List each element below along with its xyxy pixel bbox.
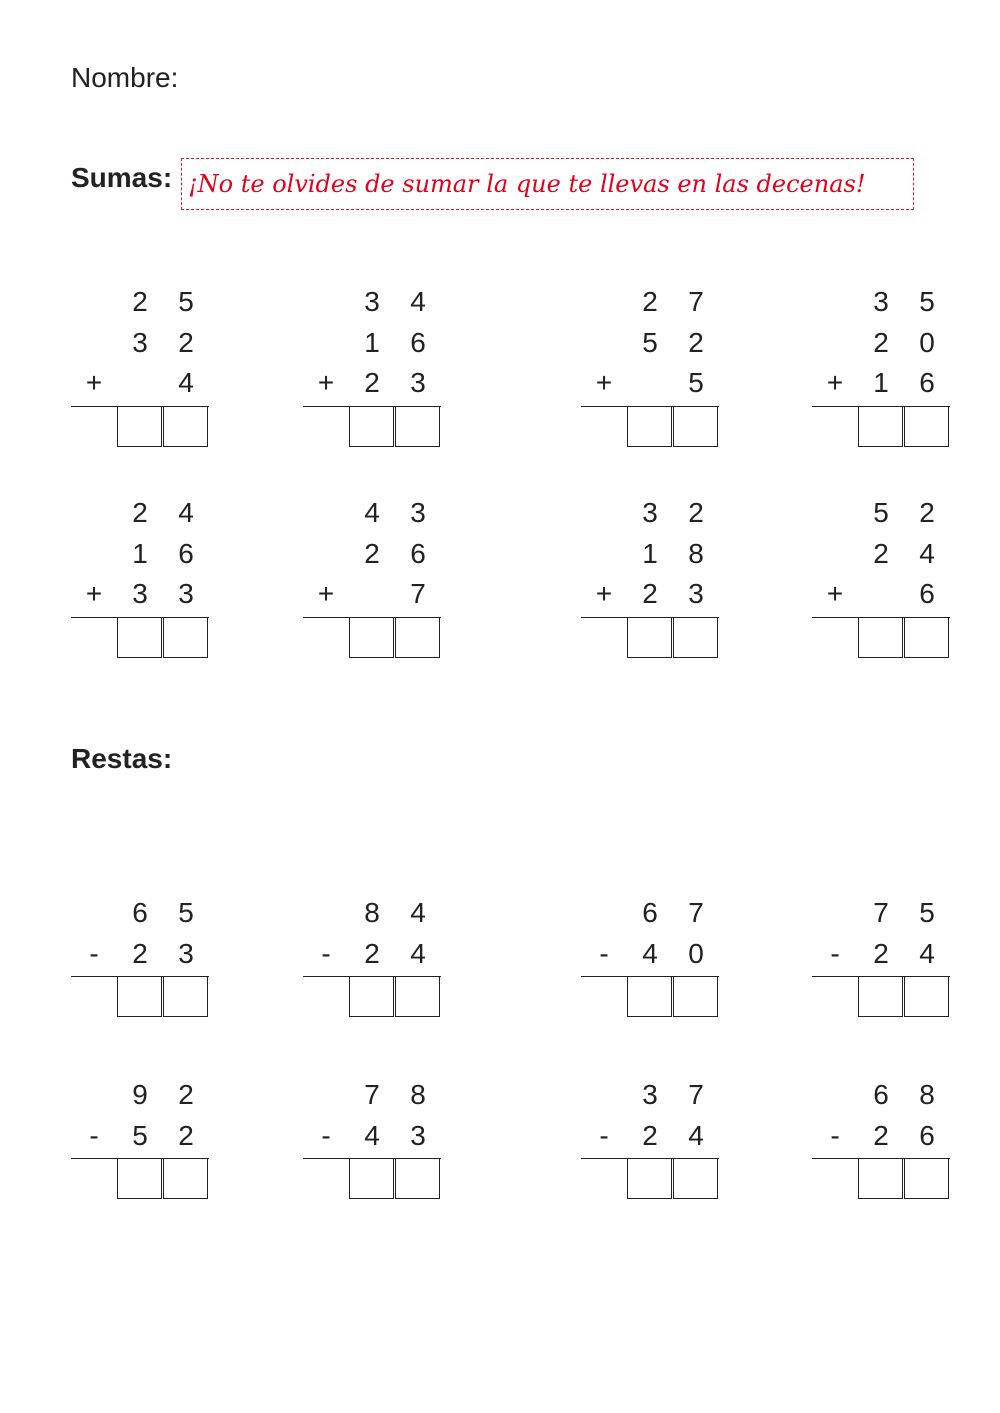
units-digit: 6	[919, 578, 935, 609]
operand-row	[71, 1075, 211, 1115]
units-digit: 6	[919, 367, 935, 398]
units-digit: 2	[178, 326, 194, 358]
operand-row	[71, 574, 211, 614]
operand-row	[812, 493, 952, 533]
tens-digit: 2	[132, 937, 148, 969]
units-digit: 5	[919, 286, 935, 317]
tens-digit: 3	[132, 326, 148, 358]
operand-row	[303, 282, 443, 322]
answer-box-tens[interactable]	[858, 1158, 903, 1199]
operand-row	[581, 493, 721, 533]
tens-digit: 9	[132, 1079, 148, 1110]
units-digit: 7	[688, 286, 704, 317]
units-digit: 2	[178, 1119, 194, 1151]
units-digit: 5	[178, 286, 194, 317]
units-digit: 3	[178, 937, 194, 969]
operand-row	[71, 934, 211, 974]
answer-box-tens[interactable]	[349, 1158, 394, 1199]
tens-digit: 2	[873, 326, 889, 358]
answer-box-units[interactable]	[673, 1158, 718, 1199]
tens-digit: 2	[642, 286, 658, 317]
answer-box-tens[interactable]	[349, 406, 394, 447]
answer-box-units[interactable]	[163, 976, 208, 1017]
operator-sign: +	[85, 367, 103, 398]
tens-digit: 6	[873, 1079, 889, 1110]
tens-digit: 2	[873, 537, 889, 569]
operand-row	[812, 934, 952, 974]
operator-sign: -	[89, 1119, 99, 1151]
answer-box-tens[interactable]	[858, 617, 903, 658]
operand-row	[812, 323, 952, 363]
tens-digit: 1	[873, 367, 889, 398]
tens-digit: 2	[364, 537, 380, 569]
operand-row	[71, 282, 211, 322]
units-digit: 6	[410, 537, 426, 569]
operand-row	[812, 574, 952, 614]
operand-row	[812, 282, 952, 322]
tens-digit: 6	[642, 897, 658, 928]
operand-row	[303, 493, 443, 533]
operand-row	[303, 893, 443, 933]
tens-digit: 2	[642, 1119, 658, 1151]
units-digit: 8	[410, 1079, 426, 1110]
units-digit: 6	[178, 537, 194, 569]
tens-digit: 8	[364, 897, 380, 928]
tens-digit: 2	[364, 367, 380, 398]
answer-box-units[interactable]	[904, 406, 949, 447]
units-digit: 4	[178, 367, 194, 398]
operand-row	[71, 893, 211, 933]
operand-row	[71, 323, 211, 363]
units-digit: 4	[410, 937, 426, 969]
operand-row	[581, 893, 721, 933]
units-digit: 3	[410, 497, 426, 528]
answer-box-units[interactable]	[904, 976, 949, 1017]
answer-box-tens[interactable]	[858, 976, 903, 1017]
operand-row	[303, 534, 443, 574]
tens-digit: 2	[873, 937, 889, 969]
operand-row	[581, 282, 721, 322]
answer-box-units[interactable]	[395, 976, 440, 1017]
tens-digit: 4	[364, 497, 380, 528]
answer-box-units[interactable]	[904, 1158, 949, 1199]
operand-row	[581, 363, 721, 403]
operand-row	[581, 534, 721, 574]
restas-heading: Restas:	[71, 743, 173, 774]
carry-reminder-note: ¡No te olvides de sumar la que te llevas en las decenas!	[181, 158, 914, 210]
operand-row	[71, 493, 211, 533]
units-digit: 0	[919, 326, 935, 358]
answer-box-units[interactable]	[673, 406, 718, 447]
units-digit: 4	[919, 537, 935, 569]
tens-digit: 2	[873, 1119, 889, 1151]
operand-row	[303, 1075, 443, 1115]
answer-box-tens[interactable]	[627, 406, 672, 447]
tens-digit: 1	[132, 537, 148, 569]
answer-box-units[interactable]	[673, 976, 718, 1017]
operand-row	[812, 534, 952, 574]
operand-row	[303, 1116, 443, 1156]
answer-box-units[interactable]	[395, 617, 440, 658]
units-digit: 7	[688, 1079, 704, 1110]
units-digit: 8	[688, 537, 704, 569]
answer-box-units[interactable]	[673, 617, 718, 658]
tens-digit: 7	[364, 1079, 380, 1110]
units-digit: 7	[688, 897, 704, 928]
operator-sign: +	[317, 367, 335, 398]
units-digit: 3	[410, 1119, 426, 1151]
tens-digit: 3	[642, 497, 658, 528]
operand-row	[71, 534, 211, 574]
answer-box-tens[interactable]	[117, 1158, 162, 1199]
units-digit: 3	[410, 367, 426, 398]
operand-row	[581, 1075, 721, 1115]
operator-sign: +	[826, 578, 844, 609]
units-digit: 6	[410, 326, 426, 358]
units-digit: 2	[178, 1079, 194, 1110]
operator-sign: -	[89, 937, 99, 969]
units-digit: 8	[919, 1079, 935, 1110]
operand-row	[303, 363, 443, 403]
units-digit: 4	[410, 897, 426, 928]
operator-sign: -	[321, 1119, 331, 1151]
units-digit: 4	[410, 286, 426, 317]
answer-box-tens[interactable]	[858, 406, 903, 447]
operand-row	[303, 574, 443, 614]
operator-sign: -	[321, 937, 331, 969]
answer-box-units[interactable]	[395, 406, 440, 447]
operand-row	[581, 934, 721, 974]
operand-row	[812, 1075, 952, 1115]
units-digit: 0	[688, 937, 704, 969]
units-digit: 4	[178, 497, 194, 528]
tens-digit: 3	[132, 578, 148, 609]
units-digit: 4	[919, 937, 935, 969]
operator-sign: -	[830, 937, 840, 969]
tens-digit: 5	[132, 1119, 148, 1151]
operator-sign: -	[599, 1119, 609, 1151]
answer-box-units[interactable]	[163, 617, 208, 658]
units-digit: 3	[688, 578, 704, 609]
operator-sign: +	[826, 367, 844, 398]
units-digit: 5	[178, 897, 194, 928]
operand-row	[812, 1116, 952, 1156]
operand-row	[581, 574, 721, 614]
answer-box-tens[interactable]	[349, 976, 394, 1017]
tens-digit: 1	[642, 537, 658, 569]
tens-digit: 4	[642, 937, 658, 969]
answer-box-tens[interactable]	[117, 406, 162, 447]
units-digit: 7	[410, 578, 426, 609]
tens-digit: 7	[873, 897, 889, 928]
tens-digit: 4	[364, 1119, 380, 1151]
units-digit: 5	[919, 897, 935, 928]
units-digit: 2	[919, 497, 935, 528]
operator-sign: +	[595, 367, 613, 398]
tens-digit: 5	[873, 497, 889, 528]
operand-row	[812, 363, 952, 403]
units-digit: 3	[178, 578, 194, 609]
answer-box-tens[interactable]	[627, 1158, 672, 1199]
tens-digit: 6	[132, 897, 148, 928]
operator-sign: +	[85, 578, 103, 609]
operand-row	[303, 323, 443, 363]
units-digit: 4	[688, 1119, 704, 1151]
operator-sign: +	[595, 578, 613, 609]
operator-sign: -	[830, 1119, 840, 1151]
tens-digit: 2	[132, 497, 148, 528]
operand-row	[812, 893, 952, 933]
units-digit: 6	[919, 1119, 935, 1151]
sumas-heading: Sumas:	[71, 162, 173, 193]
answer-box-units[interactable]	[163, 406, 208, 447]
answer-box-tens[interactable]	[627, 976, 672, 1017]
units-digit: 2	[688, 326, 704, 358]
units-digit: 5	[688, 367, 704, 398]
tens-digit: 3	[642, 1079, 658, 1110]
tens-digit: 2	[364, 937, 380, 969]
operand-row	[71, 1116, 211, 1156]
tens-digit: 2	[642, 578, 658, 609]
tens-digit: 1	[364, 326, 380, 358]
operand-row	[581, 1116, 721, 1156]
answer-box-units[interactable]	[904, 617, 949, 658]
answer-box-tens[interactable]	[627, 617, 672, 658]
answer-box-units[interactable]	[163, 1158, 208, 1199]
tens-digit: 3	[873, 286, 889, 317]
tens-digit: 3	[364, 286, 380, 317]
answer-box-units[interactable]	[395, 1158, 440, 1199]
answer-box-tens[interactable]	[349, 617, 394, 658]
operator-sign: +	[317, 578, 335, 609]
operator-sign: -	[599, 937, 609, 969]
name-label: Nombre:	[71, 62, 179, 93]
answer-box-tens[interactable]	[117, 617, 162, 658]
units-digit: 2	[688, 497, 704, 528]
operand-row	[71, 363, 211, 403]
operand-row	[303, 934, 443, 974]
answer-box-tens[interactable]	[117, 976, 162, 1017]
operand-row	[581, 323, 721, 363]
tens-digit: 5	[642, 326, 658, 358]
tens-digit: 2	[132, 286, 148, 317]
